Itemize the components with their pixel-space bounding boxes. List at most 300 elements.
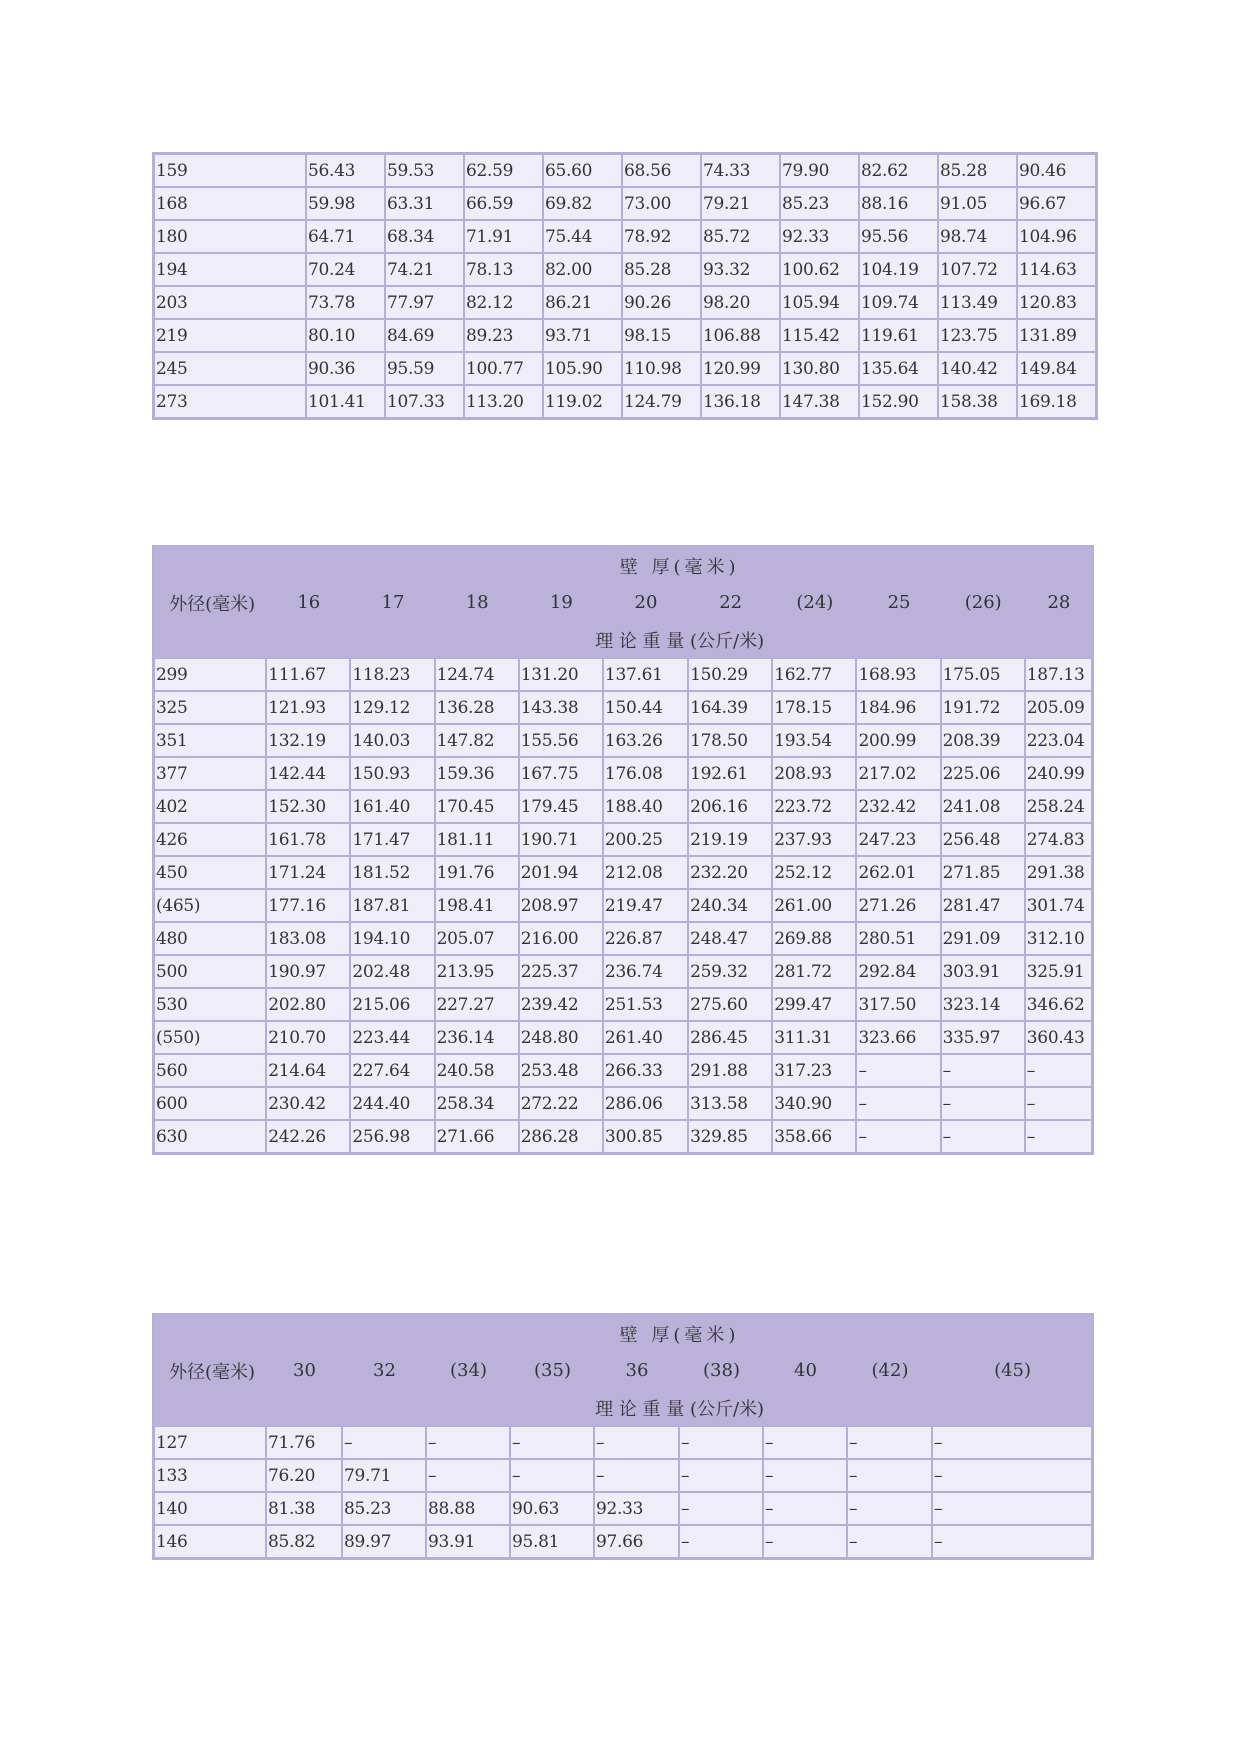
thickness-column-header: 17 xyxy=(350,584,434,621)
outer-diameter-cell: 500 xyxy=(154,955,266,988)
table-2-body xyxy=(154,658,1092,1153)
table-row xyxy=(154,1087,1092,1120)
thickness-column-header: (24) xyxy=(772,584,856,621)
weight-cell: 62.59 xyxy=(464,154,543,187)
weight-cell: 137.61 xyxy=(603,658,688,691)
weight-cell: 90.63 xyxy=(510,1492,594,1525)
weight-cell: 114.63 xyxy=(1017,253,1096,286)
weight-cell: 215.06 xyxy=(350,988,434,1021)
outer-diameter-cell: 146 xyxy=(154,1525,266,1558)
weight-cell: 88.16 xyxy=(859,187,938,220)
weight-cell: 187.13 xyxy=(1025,658,1092,691)
weight-cell: – xyxy=(594,1426,679,1459)
wall-thickness-header: 壁 厚(毫米) xyxy=(266,1315,1092,1352)
weight-cell: 194.10 xyxy=(350,922,434,955)
table-row xyxy=(154,385,1096,418)
weight-cell: 63.31 xyxy=(385,187,464,220)
weight-cell: 65.60 xyxy=(543,154,622,187)
weight-cell: 216.00 xyxy=(519,922,603,955)
weight-cell: 90.26 xyxy=(622,286,701,319)
weight-cell: 131.89 xyxy=(1017,319,1096,352)
weight-cell: 177.16 xyxy=(266,889,350,922)
weight-cell: 237.93 xyxy=(772,823,856,856)
weight-cell: 274.83 xyxy=(1025,823,1092,856)
thickness-column-header: 22 xyxy=(688,584,772,621)
weight-cell: 269.88 xyxy=(772,922,856,955)
weight-cell: 360.43 xyxy=(1025,1021,1092,1054)
weight-cell: 104.19 xyxy=(859,253,938,286)
weight-cell: 147.82 xyxy=(435,724,519,757)
weight-cell: 159.36 xyxy=(435,757,519,790)
weight-cell: 240.99 xyxy=(1025,757,1092,790)
weight-cell: 82.00 xyxy=(543,253,622,286)
table-row xyxy=(154,154,1096,187)
weight-cell: 236.14 xyxy=(435,1021,519,1054)
outer-diameter-cell: (550) xyxy=(154,1021,266,1054)
weight-cell: 240.58 xyxy=(435,1054,519,1087)
table-row xyxy=(154,658,1092,691)
weight-cell: 119.61 xyxy=(859,319,938,352)
weight-cell: 119.02 xyxy=(543,385,622,418)
weight-cell: 76.20 xyxy=(266,1459,342,1492)
weight-cell: 240.34 xyxy=(688,889,772,922)
weight-cell: 85.23 xyxy=(780,187,859,220)
weight-cell: 69.82 xyxy=(543,187,622,220)
weight-cell: 66.59 xyxy=(464,187,543,220)
weight-cell: 301.74 xyxy=(1025,889,1092,922)
weight-cell: 313.58 xyxy=(688,1087,772,1120)
weight-cell: 123.75 xyxy=(938,319,1017,352)
weight-cell: 205.07 xyxy=(435,922,519,955)
weight-cell: 84.69 xyxy=(385,319,464,352)
weight-cell: 181.11 xyxy=(435,823,519,856)
weight-cell: 175.05 xyxy=(941,658,1025,691)
thickness-column-header: 28 xyxy=(1025,584,1092,621)
weight-cell: – xyxy=(1025,1054,1092,1087)
thickness-column-header: 40 xyxy=(763,1352,847,1389)
weight-cell: 71.91 xyxy=(464,220,543,253)
weight-cell: 109.74 xyxy=(859,286,938,319)
outer-diameter-cell: 180 xyxy=(154,220,306,253)
weight-cell: 150.29 xyxy=(688,658,772,691)
weight-cell: 88.88 xyxy=(426,1492,510,1525)
weight-cell: 242.26 xyxy=(266,1120,350,1153)
weight-cell: 98.74 xyxy=(938,220,1017,253)
weight-cell: 124.79 xyxy=(622,385,701,418)
weight-cell: 120.83 xyxy=(1017,286,1096,319)
weight-cell: 205.09 xyxy=(1025,691,1092,724)
weight-cell: 201.94 xyxy=(519,856,603,889)
weight-cell: 200.99 xyxy=(856,724,940,757)
weight-cell: 129.12 xyxy=(350,691,434,724)
weight-cell: 74.21 xyxy=(385,253,464,286)
weight-cell: – xyxy=(763,1459,847,1492)
weight-cell: 170.45 xyxy=(435,790,519,823)
weight-cell: 300.85 xyxy=(603,1120,688,1153)
table-2-header xyxy=(154,547,1092,658)
weight-cell: 142.44 xyxy=(266,757,350,790)
weight-cell: 227.27 xyxy=(435,988,519,1021)
outer-diameter-cell: 219 xyxy=(154,319,306,352)
weight-cell: 152.30 xyxy=(266,790,350,823)
weight-cell: 202.48 xyxy=(350,955,434,988)
weight-cell: 323.14 xyxy=(941,988,1025,1021)
weight-cell: 85.28 xyxy=(938,154,1017,187)
table-row xyxy=(154,1054,1092,1087)
thickness-column-header: 32 xyxy=(342,1352,426,1389)
weight-cell: 68.56 xyxy=(622,154,701,187)
weight-cell: – xyxy=(856,1054,940,1087)
weight-cell: 78.13 xyxy=(464,253,543,286)
table-row xyxy=(154,352,1096,385)
weight-cell: 317.23 xyxy=(772,1054,856,1087)
table-1-body xyxy=(154,154,1096,418)
weight-cell: 275.60 xyxy=(688,988,772,1021)
table-row xyxy=(154,856,1092,889)
weight-cell: 248.80 xyxy=(519,1021,603,1054)
weight-cell: 95.81 xyxy=(510,1525,594,1558)
weight-cell: – xyxy=(679,1492,763,1525)
weight-cell: 136.28 xyxy=(435,691,519,724)
weight-cell: 232.42 xyxy=(856,790,940,823)
weight-cell: 214.64 xyxy=(266,1054,350,1087)
outer-diameter-cell: 325 xyxy=(154,691,266,724)
weight-cell: 217.02 xyxy=(856,757,940,790)
weight-cell: 251.53 xyxy=(603,988,688,1021)
outer-diameter-cell: 133 xyxy=(154,1459,266,1492)
weight-cell: 200.25 xyxy=(603,823,688,856)
weight-cell: – xyxy=(856,1087,940,1120)
outer-diameter-cell: 299 xyxy=(154,658,266,691)
weight-cell: 317.50 xyxy=(856,988,940,1021)
weight-cell: 131.20 xyxy=(519,658,603,691)
weight-cell: 79.21 xyxy=(701,187,780,220)
steel-pipe-weight-table-3 xyxy=(152,1313,1094,1560)
table-row xyxy=(154,988,1092,1021)
weight-cell: 135.64 xyxy=(859,352,938,385)
weight-cell: – xyxy=(847,1459,932,1492)
table-row xyxy=(154,757,1092,790)
weight-cell: 100.77 xyxy=(464,352,543,385)
weight-cell: 95.56 xyxy=(859,220,938,253)
weight-cell: 178.50 xyxy=(688,724,772,757)
weight-cell: 130.80 xyxy=(780,352,859,385)
weight-cell: 291.38 xyxy=(1025,856,1092,889)
weight-cell: 184.96 xyxy=(856,691,940,724)
table-row xyxy=(154,823,1092,856)
weight-cell: 73.78 xyxy=(306,286,385,319)
wall-thickness-header: 壁 厚(毫米) xyxy=(266,547,1092,584)
weight-cell: – xyxy=(763,1426,847,1459)
weight-cell: – xyxy=(426,1459,510,1492)
weight-cell: 291.88 xyxy=(688,1054,772,1087)
weight-cell: 85.82 xyxy=(266,1525,342,1558)
outer-diameter-cell: 450 xyxy=(154,856,266,889)
table-row xyxy=(154,790,1092,823)
weight-cell: 272.22 xyxy=(519,1087,603,1120)
weight-cell: 85.72 xyxy=(701,220,780,253)
table-row xyxy=(154,889,1092,922)
weight-cell: 226.87 xyxy=(603,922,688,955)
weight-cell: – xyxy=(932,1459,1092,1492)
table-row xyxy=(154,220,1096,253)
theoretical-weight-header: 理 论 重 量 (公斤/米) xyxy=(266,1389,1092,1426)
thickness-columns-row xyxy=(154,584,1092,621)
weight-cell: 120.99 xyxy=(701,352,780,385)
weight-cell: – xyxy=(847,1525,932,1558)
weight-cell: 340.90 xyxy=(772,1087,856,1120)
weight-cell: 253.48 xyxy=(519,1054,603,1087)
outer-diameter-cell: 480 xyxy=(154,922,266,955)
outer-diameter-cell: 351 xyxy=(154,724,266,757)
weight-cell: 98.15 xyxy=(622,319,701,352)
weight-cell: 271.66 xyxy=(435,1120,519,1153)
outer-diameter-header: 外径(毫米) xyxy=(154,1315,266,1426)
table-row xyxy=(154,1525,1092,1558)
weight-cell: 59.98 xyxy=(306,187,385,220)
weight-cell: 281.72 xyxy=(772,955,856,988)
weight-cell: 335.97 xyxy=(941,1021,1025,1054)
weight-cell: 191.72 xyxy=(941,691,1025,724)
weight-cell: 79.90 xyxy=(780,154,859,187)
steel-pipe-weight-table-2 xyxy=(152,545,1094,1155)
weight-cell: 171.47 xyxy=(350,823,434,856)
weight-cell: 213.95 xyxy=(435,955,519,988)
weight-cell: – xyxy=(941,1054,1025,1087)
weight-cell: 236.74 xyxy=(603,955,688,988)
thickness-column-header: (42) xyxy=(847,1352,932,1389)
outer-diameter-cell: 560 xyxy=(154,1054,266,1087)
table-3-body xyxy=(154,1426,1092,1558)
thickness-column-header: 20 xyxy=(603,584,688,621)
weight-cell: 124.74 xyxy=(435,658,519,691)
weight-cell: 179.45 xyxy=(519,790,603,823)
thickness-column-header: (34) xyxy=(426,1352,510,1389)
outer-diameter-cell: 530 xyxy=(154,988,266,1021)
outer-diameter-cell: 168 xyxy=(154,187,306,220)
weight-cell: 163.26 xyxy=(603,724,688,757)
weight-cell: 329.85 xyxy=(688,1120,772,1153)
thickness-column-header: 19 xyxy=(519,584,603,621)
weight-cell: 78.92 xyxy=(622,220,701,253)
outer-diameter-cell: 159 xyxy=(154,154,306,187)
weight-cell: 107.33 xyxy=(385,385,464,418)
weight-cell: 74.33 xyxy=(701,154,780,187)
thickness-columns-row xyxy=(154,1352,1092,1389)
weight-cell: 90.36 xyxy=(306,352,385,385)
weight-cell: 98.20 xyxy=(701,286,780,319)
steel-pipe-weight-table-1 xyxy=(152,152,1098,420)
weight-cell: 164.39 xyxy=(688,691,772,724)
weight-cell: 147.38 xyxy=(780,385,859,418)
weight-cell: 105.90 xyxy=(543,352,622,385)
weight-cell: 89.97 xyxy=(342,1525,426,1558)
weight-cell: 191.76 xyxy=(435,856,519,889)
weight-cell: 178.15 xyxy=(772,691,856,724)
thickness-column-header: 16 xyxy=(266,584,350,621)
weight-cell: 149.84 xyxy=(1017,352,1096,385)
outer-diameter-cell: 630 xyxy=(154,1120,266,1153)
weight-cell: 176.08 xyxy=(603,757,688,790)
weight-cell: – xyxy=(594,1459,679,1492)
weight-cell: 190.97 xyxy=(266,955,350,988)
weight-cell: 261.00 xyxy=(772,889,856,922)
table-row xyxy=(154,1426,1092,1459)
weight-cell: 227.64 xyxy=(350,1054,434,1087)
outer-diameter-cell: 402 xyxy=(154,790,266,823)
weight-cell: – xyxy=(847,1426,932,1459)
weight-cell: 77.97 xyxy=(385,286,464,319)
weight-cell: 286.06 xyxy=(603,1087,688,1120)
weight-cell: 271.26 xyxy=(856,889,940,922)
outer-diameter-cell: 203 xyxy=(154,286,306,319)
weight-cell: 280.51 xyxy=(856,922,940,955)
weight-cell: 96.67 xyxy=(1017,187,1096,220)
weight-cell: 169.18 xyxy=(1017,385,1096,418)
outer-diameter-cell: 127 xyxy=(154,1426,266,1459)
weight-cell: 258.34 xyxy=(435,1087,519,1120)
thickness-column-header: 30 xyxy=(266,1352,342,1389)
weight-cell: 85.23 xyxy=(342,1492,426,1525)
weight-cell: 73.00 xyxy=(622,187,701,220)
weight-cell: 93.91 xyxy=(426,1525,510,1558)
weight-cell: 256.98 xyxy=(350,1120,434,1153)
weight-cell: 219.47 xyxy=(603,889,688,922)
weight-cell: 247.23 xyxy=(856,823,940,856)
weight-cell: 93.71 xyxy=(543,319,622,352)
weight-cell: – xyxy=(932,1492,1092,1525)
weight-cell: 68.34 xyxy=(385,220,464,253)
weight-cell: 193.54 xyxy=(772,724,856,757)
weight-cell: 325.91 xyxy=(1025,955,1092,988)
table-row xyxy=(154,319,1096,352)
weight-cell: – xyxy=(510,1459,594,1492)
weight-cell: 110.98 xyxy=(622,352,701,385)
outer-diameter-cell: 245 xyxy=(154,352,306,385)
weight-cell: – xyxy=(941,1120,1025,1153)
thickness-column-header: 25 xyxy=(856,584,940,621)
table-row xyxy=(154,187,1096,220)
weight-cell: 79.71 xyxy=(342,1459,426,1492)
weight-cell: – xyxy=(932,1426,1092,1459)
weight-cell: – xyxy=(342,1426,426,1459)
weight-cell: 312.10 xyxy=(1025,922,1092,955)
theoretical-weight-header: 理 论 重 量 (公斤/米) xyxy=(266,621,1092,658)
weight-cell: 106.88 xyxy=(701,319,780,352)
weight-cell: 208.93 xyxy=(772,757,856,790)
table-row xyxy=(154,922,1092,955)
weight-cell: 155.56 xyxy=(519,724,603,757)
weight-cell: 311.31 xyxy=(772,1021,856,1054)
weight-cell: – xyxy=(763,1492,847,1525)
weight-cell: 140.03 xyxy=(350,724,434,757)
weight-cell: 323.66 xyxy=(856,1021,940,1054)
weight-cell: 244.40 xyxy=(350,1087,434,1120)
weight-cell: 105.94 xyxy=(780,286,859,319)
weight-cell: 198.41 xyxy=(435,889,519,922)
weight-cell: 101.41 xyxy=(306,385,385,418)
weight-cell: 259.32 xyxy=(688,955,772,988)
weight-cell: 70.24 xyxy=(306,253,385,286)
weight-cell: – xyxy=(932,1525,1092,1558)
weight-cell: 303.91 xyxy=(941,955,1025,988)
outer-diameter-cell: (465) xyxy=(154,889,266,922)
weight-cell: 107.72 xyxy=(938,253,1017,286)
weight-cell: – xyxy=(847,1492,932,1525)
weight-cell: 258.24 xyxy=(1025,790,1092,823)
weight-cell: 271.85 xyxy=(941,856,1025,889)
thickness-column-header: (35) xyxy=(510,1352,594,1389)
weight-cell: 232.20 xyxy=(688,856,772,889)
weight-cell: 90.46 xyxy=(1017,154,1096,187)
weight-cell: 266.33 xyxy=(603,1054,688,1087)
weight-cell: 92.33 xyxy=(594,1492,679,1525)
weight-cell: 111.67 xyxy=(266,658,350,691)
weight-cell: 132.19 xyxy=(266,724,350,757)
weight-cell: 162.77 xyxy=(772,658,856,691)
weight-cell: – xyxy=(679,1459,763,1492)
weight-cell: 167.75 xyxy=(519,757,603,790)
thickness-column-header: (45) xyxy=(932,1352,1092,1389)
weight-cell: 95.59 xyxy=(385,352,464,385)
weight-cell: 158.38 xyxy=(938,385,1017,418)
weight-cell: 358.66 xyxy=(772,1120,856,1153)
weight-cell: 223.72 xyxy=(772,790,856,823)
weight-cell: – xyxy=(679,1525,763,1558)
weight-cell: 286.28 xyxy=(519,1120,603,1153)
weight-cell: 187.81 xyxy=(350,889,434,922)
weight-cell: 171.24 xyxy=(266,856,350,889)
weight-cell: 82.62 xyxy=(859,154,938,187)
weight-cell: 202.80 xyxy=(266,988,350,1021)
weight-cell: 248.47 xyxy=(688,922,772,955)
weight-cell: 91.05 xyxy=(938,187,1017,220)
weight-cell: 261.40 xyxy=(603,1021,688,1054)
weight-cell: 181.52 xyxy=(350,856,434,889)
weight-cell: 113.49 xyxy=(938,286,1017,319)
table-row xyxy=(154,724,1092,757)
weight-cell: 188.40 xyxy=(603,790,688,823)
weight-cell: 150.44 xyxy=(603,691,688,724)
weight-cell: 281.47 xyxy=(941,889,1025,922)
table-3-header xyxy=(154,1315,1092,1426)
weight-cell: 71.76 xyxy=(266,1426,342,1459)
outer-diameter-cell: 426 xyxy=(154,823,266,856)
weight-cell: 241.08 xyxy=(941,790,1025,823)
weight-cell: 75.44 xyxy=(543,220,622,253)
weight-cell: 183.08 xyxy=(266,922,350,955)
outer-diameter-cell: 377 xyxy=(154,757,266,790)
weight-cell: – xyxy=(426,1426,510,1459)
table-row xyxy=(154,1120,1092,1153)
table-row xyxy=(154,955,1092,988)
weight-cell: 291.09 xyxy=(941,922,1025,955)
weight-cell: 97.66 xyxy=(594,1525,679,1558)
weight-cell: 59.53 xyxy=(385,154,464,187)
weight-cell: 100.62 xyxy=(780,253,859,286)
outer-diameter-cell: 600 xyxy=(154,1087,266,1120)
weight-cell: – xyxy=(856,1120,940,1153)
weight-cell: 286.45 xyxy=(688,1021,772,1054)
weight-cell: – xyxy=(1025,1087,1092,1120)
weight-cell: 292.84 xyxy=(856,955,940,988)
weight-cell: 152.90 xyxy=(859,385,938,418)
weight-cell: – xyxy=(679,1426,763,1459)
weight-cell: 346.62 xyxy=(1025,988,1092,1021)
weight-cell: 208.39 xyxy=(941,724,1025,757)
table-row xyxy=(154,1459,1092,1492)
weight-cell: 225.37 xyxy=(519,955,603,988)
